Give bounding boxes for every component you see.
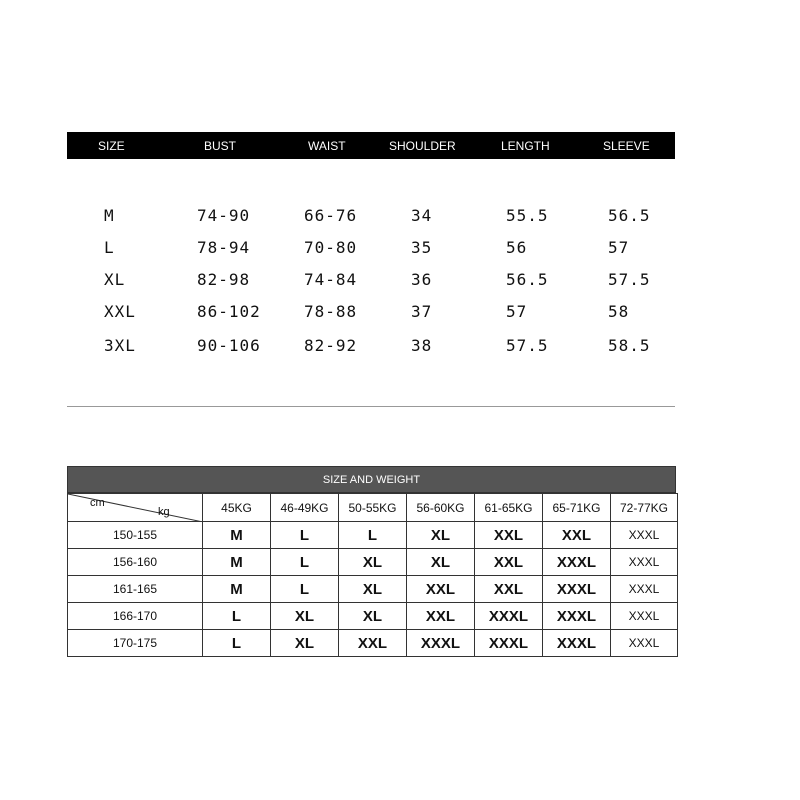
cell-bust: 78-94 <box>197 238 251 257</box>
cell-size: M <box>104 206 115 225</box>
size-cell: XXXL <box>407 630 475 657</box>
cell-waist: 70-80 <box>304 238 358 257</box>
table-row <box>68 603 678 630</box>
height-range: 170-175 <box>68 630 203 657</box>
cell-bust: 86-102 <box>197 302 261 321</box>
cell-shoulder: 38 <box>411 336 433 355</box>
weight-header: 72-77KG <box>611 494 678 522</box>
size-weight-table <box>67 493 678 657</box>
weight-header-row <box>68 494 678 522</box>
size-weight-title: SIZE AND WEIGHT <box>67 466 676 493</box>
header-length: LENGTH <box>501 139 550 153</box>
size-cell: XXXL <box>543 630 611 657</box>
cell-length: 55.5 <box>506 206 549 225</box>
size-cell: L <box>271 576 339 603</box>
size-cell: XL <box>339 576 407 603</box>
cell-size: 3XL <box>104 336 136 355</box>
table-row <box>68 576 678 603</box>
size-cell: XXL <box>339 630 407 657</box>
size-cell: M <box>203 576 271 603</box>
section-divider <box>67 406 675 407</box>
weight-header: 50-55KG <box>339 494 407 522</box>
size-cell: XXXL <box>611 549 678 576</box>
cell-length: 57.5 <box>506 336 549 355</box>
cell-size: L <box>104 238 115 257</box>
header-bust: BUST <box>204 139 237 153</box>
size-cell: XXXL <box>543 549 611 576</box>
size-cell: XXXL <box>475 630 543 657</box>
corner-kg-label: kg <box>158 506 170 518</box>
weight-header: 46-49KG <box>271 494 339 522</box>
cell-shoulder: 35 <box>411 238 433 257</box>
cell-sleeve: 58 <box>608 302 630 321</box>
size-cell: XXL <box>475 522 543 549</box>
size-cell: XXXL <box>543 603 611 630</box>
cell-shoulder: 36 <box>411 270 433 289</box>
cell-length: 56 <box>506 238 528 257</box>
size-cell: XXL <box>407 576 475 603</box>
size-cell: XL <box>271 603 339 630</box>
height-range: 150-155 <box>68 522 203 549</box>
cell-waist: 78-88 <box>304 302 358 321</box>
height-range: 156-160 <box>68 549 203 576</box>
table-row <box>68 630 678 657</box>
size-cell: XXXL <box>611 522 678 549</box>
cell-bust: 74-90 <box>197 206 251 225</box>
size-cell: XXL <box>407 603 475 630</box>
header-shoulder: SHOULDER <box>389 139 456 153</box>
size-cell: XXL <box>543 522 611 549</box>
size-cell: XXL <box>475 576 543 603</box>
cell-shoulder: 37 <box>411 302 433 321</box>
weight-header: 56-60KG <box>407 494 475 522</box>
cell-bust: 82-98 <box>197 270 251 289</box>
diagonal-divider <box>68 494 203 522</box>
cell-sleeve: 58.5 <box>608 336 651 355</box>
size-cell: XXXL <box>611 630 678 657</box>
size-cell: XXXL <box>543 576 611 603</box>
weight-header: 61-65KG <box>475 494 543 522</box>
size-cell: L <box>203 630 271 657</box>
size-cell: XXL <box>475 549 543 576</box>
cell-length: 57 <box>506 302 528 321</box>
cell-waist: 82-92 <box>304 336 358 355</box>
cell-length: 56.5 <box>506 270 549 289</box>
cell-sleeve: 57.5 <box>608 270 651 289</box>
cell-bust: 90-106 <box>197 336 261 355</box>
size-cell: XXXL <box>611 603 678 630</box>
cell-size: XXL <box>104 302 136 321</box>
size-cell: XXXL <box>611 576 678 603</box>
cell-shoulder: 34 <box>411 206 433 225</box>
height-weight-corner <box>68 494 203 522</box>
table-row <box>68 522 678 549</box>
table-row <box>68 549 678 576</box>
header-size: SIZE <box>98 139 125 153</box>
cell-waist: 74-84 <box>304 270 358 289</box>
size-cell: XL <box>339 549 407 576</box>
header-sleeve: SLEEVE <box>603 139 650 153</box>
corner-cm-label: cm <box>90 497 105 509</box>
height-range: 166-170 <box>68 603 203 630</box>
size-cell: L <box>271 522 339 549</box>
cell-sleeve: 57 <box>608 238 630 257</box>
size-cell: L <box>203 603 271 630</box>
size-cell: XXXL <box>475 603 543 630</box>
size-cell: L <box>339 522 407 549</box>
size-cell: XL <box>407 549 475 576</box>
size-cell: XL <box>271 630 339 657</box>
cell-waist: 66-76 <box>304 206 358 225</box>
weight-header: 45KG <box>203 494 271 522</box>
weight-header: 65-71KG <box>543 494 611 522</box>
size-cell: M <box>203 549 271 576</box>
size-cell: XL <box>339 603 407 630</box>
size-cell: M <box>203 522 271 549</box>
size-cell: L <box>271 549 339 576</box>
cell-size: XL <box>104 270 126 289</box>
height-range: 161-165 <box>68 576 203 603</box>
cell-sleeve: 56.5 <box>608 206 651 225</box>
header-waist: WAIST <box>308 139 346 153</box>
size-cell: XL <box>407 522 475 549</box>
